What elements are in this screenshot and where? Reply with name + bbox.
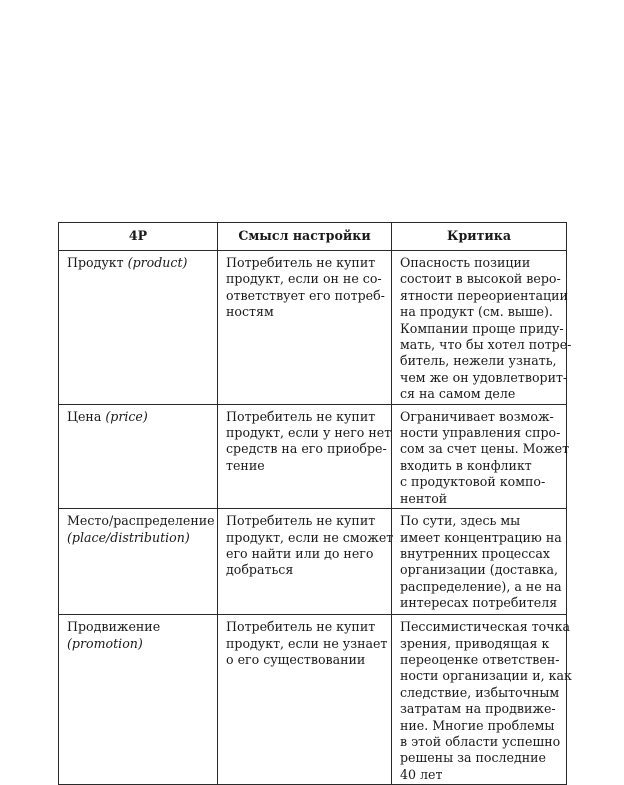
cell-meaning	[218, 404, 392, 508]
p-name-en: (promotion)	[67, 635, 143, 651]
cell-meaning	[218, 251, 392, 405]
text-line: затратам на продвиже-	[400, 701, 556, 717]
text-line: продукт, если у него нет	[226, 425, 392, 441]
cell-4p-name	[59, 615, 218, 785]
table-header-row	[59, 223, 567, 251]
cell-critique	[392, 404, 570, 508]
cell-meaning	[218, 615, 392, 785]
text-line: распределение), а не на	[400, 578, 562, 594]
p-name: Продукт	[67, 255, 124, 270]
text-line: интересах потребителя	[400, 595, 558, 611]
table-row	[59, 509, 567, 615]
text-line: Потребитель не купит	[226, 255, 376, 270]
cell-4p-name	[59, 251, 218, 405]
text-line: Ограничивает возмож-	[400, 408, 554, 424]
text-line: Пессимистическая точка	[400, 619, 570, 635]
text-line: продукт, если не сможет	[226, 529, 394, 545]
text-line: ся на самом деле	[400, 386, 516, 402]
text-line: состоит в высокой веро-	[400, 271, 561, 287]
header-critique: Критика	[392, 223, 567, 251]
p-name-en: (product)	[127, 255, 188, 270]
text-line: решены за последние	[400, 750, 546, 766]
p-name-en: (place/distribution)	[67, 529, 190, 545]
text-line: ностям	[226, 304, 274, 320]
cell-critique	[392, 509, 567, 615]
text-line: Потребитель не купит	[226, 408, 376, 424]
text-line: ятности переориентации	[400, 287, 568, 303]
text-line: внутренних процессах	[400, 545, 550, 561]
cell-critique	[392, 615, 572, 785]
text-line: сом за счет цены. Может	[400, 441, 570, 457]
p-name-en: (price)	[105, 408, 148, 424]
p-name: Продвижение	[67, 619, 161, 635]
text-line: его найти или до него	[226, 545, 374, 561]
cell-meaning	[218, 509, 392, 615]
text-line: о его существовании	[226, 651, 366, 667]
text-line: организации (доставка,	[400, 562, 559, 578]
table-row	[59, 404, 567, 508]
text-line: Потребитель не купит	[226, 513, 376, 529]
text-line: следствие, избыточным	[400, 684, 560, 700]
text-line: битель, нежели узнать,	[400, 353, 557, 369]
cell-4p-name	[59, 509, 218, 615]
text-line: имеет концентрацию на	[400, 529, 562, 545]
text-line: входить в конфликт	[400, 457, 532, 473]
table-row	[59, 615, 567, 785]
table-row	[59, 251, 567, 405]
text-line: По сути, здесь мы	[400, 513, 521, 529]
text-line: Опасность позиции	[400, 255, 531, 270]
text-line: средств на его приобре-	[226, 441, 387, 457]
text-line: продукт, если он не со-	[226, 271, 382, 287]
text-line: переоценке ответствен-	[400, 651, 560, 667]
text-line: в этой области успешно	[400, 733, 561, 749]
cell-critique	[392, 251, 572, 405]
text-line: Компании проще приду-	[400, 320, 564, 336]
text-line: продукт, если не узнает	[226, 635, 388, 651]
p-name: Цена	[67, 408, 102, 424]
cell-4p-name	[59, 404, 218, 508]
marketing-4p-table	[58, 222, 572, 785]
text-line: Потребитель не купит	[226, 619, 376, 635]
text-line: ответствует его потреб-	[226, 287, 385, 303]
text-line: мать, что бы хотел потре-	[400, 337, 572, 353]
text-line: 40 лет	[400, 766, 443, 782]
text-line: нентой	[400, 490, 448, 506]
text-line: ние. Многие проблемы	[400, 717, 555, 733]
text-line: с продуктовой компо-	[400, 474, 546, 490]
text-line: ности управления спро-	[400, 425, 561, 441]
text-line: ности организации и, как	[400, 668, 572, 684]
text-line: на продукт (см. выше).	[400, 304, 553, 320]
marketing-4p-table-container	[58, 222, 572, 785]
header-4p: 4P	[59, 223, 218, 251]
text-line: чем же он удовлетворит-	[400, 369, 568, 385]
text-line: добраться	[226, 562, 294, 578]
p-name: Место/распределение	[67, 513, 215, 529]
header-meaning: Смысл настройки	[218, 223, 392, 251]
text-line: тение	[226, 457, 265, 473]
text-line: зрения, приводящая к	[400, 635, 550, 651]
